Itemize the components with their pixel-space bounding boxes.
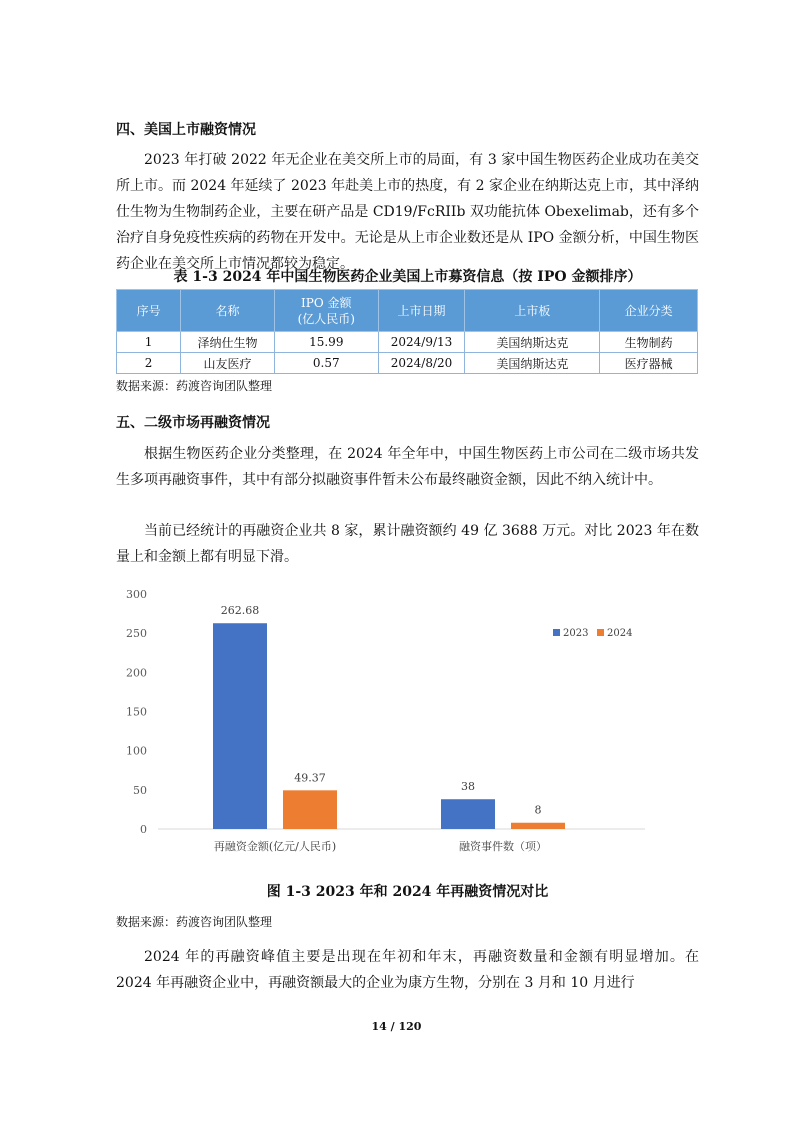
paragraph-secondary-market-2: 当前已经统计的再融资企业共 8 家，累计融资额约 49 亿 3688 万元。对比 2023 年在数量上和金额上都有明显下滑。 (116, 523, 699, 565)
legend-swatch-2023 (553, 629, 560, 636)
col-header-category: 企业分类 (600, 290, 698, 332)
cell-ipo-amount: 0.57 (274, 353, 378, 374)
y-tick-label: 200 (126, 666, 147, 680)
cell-index: 2 (117, 353, 181, 374)
cell-name: 泽纳仕生物 (181, 332, 275, 353)
cell-index: 1 (117, 332, 181, 353)
cell-board: 美国纳斯达克 (465, 332, 600, 353)
cell-ipo-amount: 15.99 (274, 332, 378, 353)
y-tick-label: 150 (126, 705, 147, 719)
col-header-ipo-amount: IPO 金额 (亿人民币) (274, 290, 378, 332)
data-label: 38 (461, 780, 475, 794)
bar-2023 (213, 623, 267, 829)
legend-label: 2024 (607, 628, 633, 639)
y-tick-label: 0 (140, 823, 147, 836)
cell-listing-date: 2024/8/20 (378, 353, 465, 374)
cell-board: 美国纳斯达克 (465, 353, 600, 374)
legend-label: 2023 (563, 628, 589, 639)
bar-2024 (511, 823, 565, 829)
data-label: 262.68 (220, 604, 260, 618)
figure-source: 数据来源：药渡咨询团队整理 (116, 915, 273, 929)
col-header-board: 上市板 (465, 290, 600, 332)
cell-listing-date: 2024/9/13 (378, 332, 465, 353)
x-category-label: 再融资金额(亿元/人民币) (213, 840, 337, 853)
legend-swatch-2024 (597, 629, 604, 636)
cell-category: 医疗器械 (600, 353, 698, 374)
y-tick-label: 250 (126, 627, 147, 641)
col-header-index: 序号 (117, 290, 181, 332)
figure-caption: 图 1-3 2023 年和 2024 年再融资情况对比 (266, 884, 549, 900)
col-header-listing-date: 上市日期 (378, 290, 465, 332)
section-heading-us-listing: 四、美国上市融资情况 (116, 122, 256, 138)
page-number: 14 / 120 (371, 1020, 422, 1033)
bar-2023 (441, 799, 495, 829)
table-caption: 表 1-3 2024 年中国生物医药企业美国上市募资信息（按 IPO 金额排序） (173, 269, 642, 285)
cell-name: 山友医疗 (181, 353, 275, 374)
x-category-label: 融资事件数（项） (459, 840, 547, 853)
data-label: 8 (534, 803, 542, 817)
paragraph-us-listing: 2023 年打破 2022 年无企业在美交所上市的局面，有 3 家中国生物医药企业成功在美交所上市。而 2024 年延续了 2023 年赴美上市的热度，有 2 家企业在纳斯达克上市，其中泽纳仕生物为生物制药企业，主要在研产品是 CD19/FcRIIb 双功能抗体 Obexelimab，还有多个治疗自身免疫性疾病的药物在开发中。无论是从上市企业数还是从 IPO 金额分析，中国生物医药企业在美交所上市情况都较为稳定。 (116, 152, 699, 272)
y-tick-label: 300 (126, 588, 147, 601)
y-tick-label: 50 (133, 783, 147, 797)
table-source: 数据来源：药渡咨询团队整理 (116, 379, 273, 393)
y-tick-label: 100 (126, 744, 147, 758)
paragraph-refinancing-peak: 2024 年的再融资峰值主要是出现在年初和年末，再融资数量和金额有明显增加。在 2024 年再融资企业中，再融资额最大的企业为康方生物，分别在 3 月和 10 月进行 (116, 949, 699, 991)
data-label: 49.37 (294, 771, 326, 785)
section-heading-secondary-market: 五、二级市场再融资情况 (116, 415, 270, 431)
col-header-name: 名称 (181, 290, 275, 332)
bar-2024 (283, 790, 337, 829)
cell-category: 生物制药 (600, 332, 698, 353)
paragraph-secondary-market-1: 根据生物医药企业分类整理，在 2024 年全年中，中国生物医药上市公司在二级市场共发生多项再融资事件，其中有部分拟融资事件暂未公布最终融资金额，因此不纳入统计中。 (116, 446, 699, 488)
